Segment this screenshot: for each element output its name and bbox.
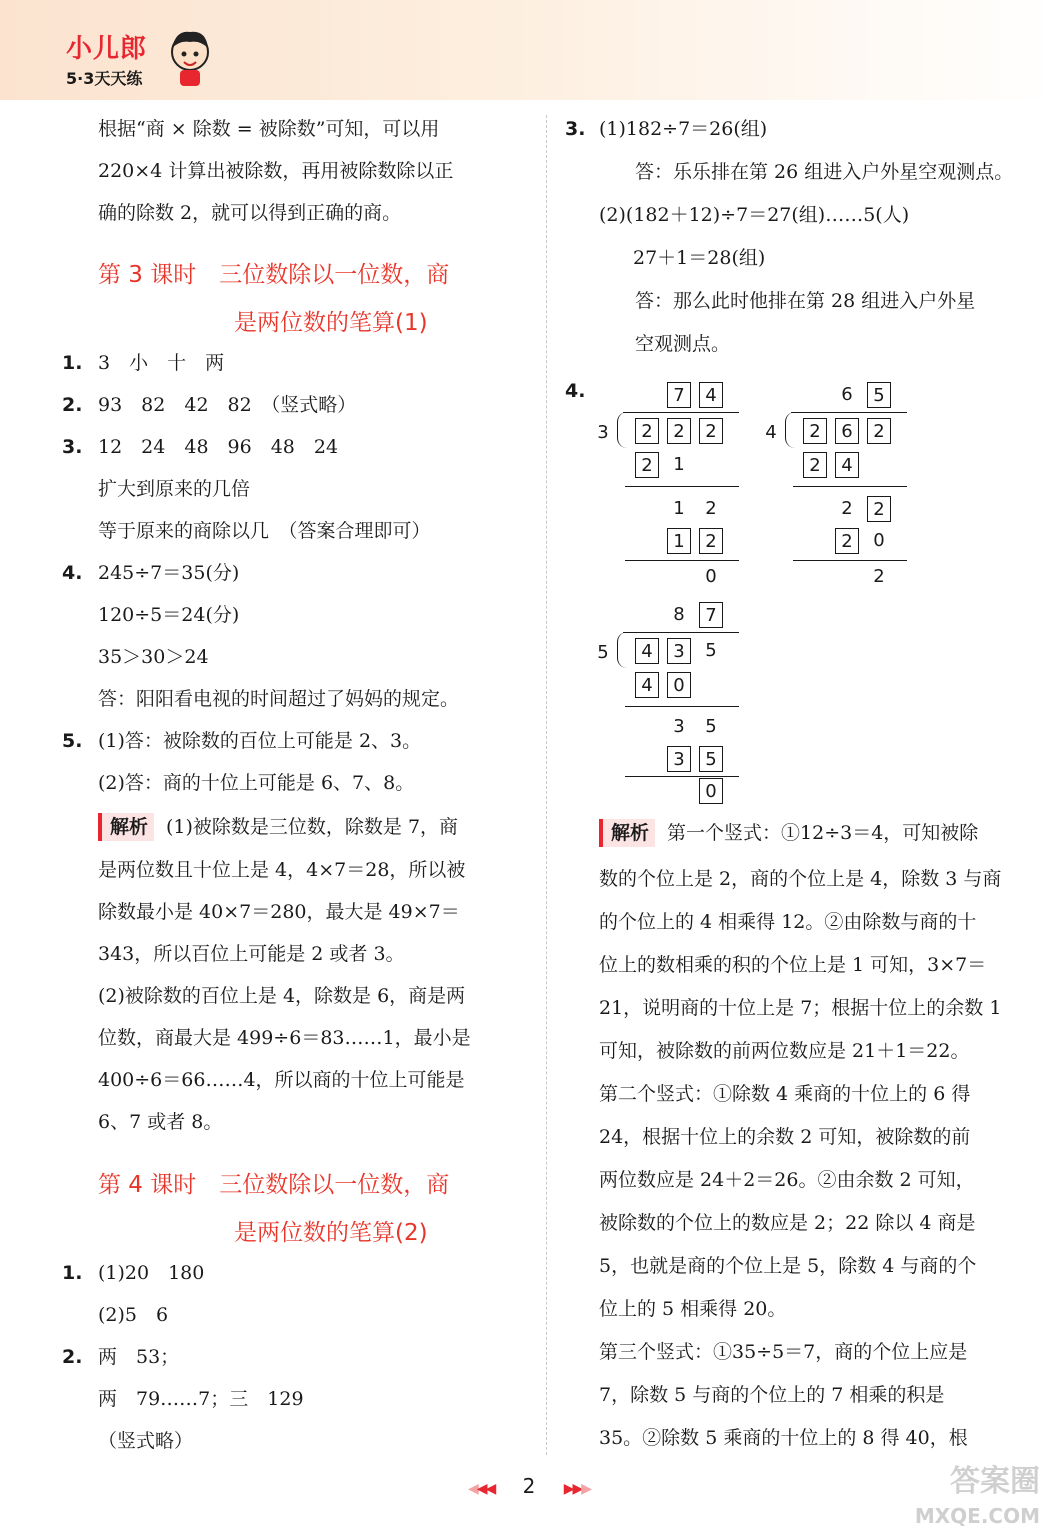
dividend-digit: 6: [835, 418, 859, 444]
page-number: 2: [522, 1474, 536, 1498]
product-digit: 2: [803, 452, 827, 478]
remainder-digit: 2: [867, 496, 891, 522]
r-q3-number: 3.: [565, 118, 586, 140]
r-analysis-line: 5，也就是商的个位上是 5，除数 4 与商的个: [599, 1255, 977, 1277]
r-analysis-first-line: [599, 812, 978, 854]
r-q3-line-1: (1)182÷7＝26(组): [599, 118, 768, 140]
dividend-digit: 2: [667, 418, 691, 444]
intro-line-3: 确的除数 2，就可以得到正确的商。: [98, 202, 402, 224]
dividend-digit: 2: [699, 418, 723, 444]
r-analysis-line: 21，说明商的十位上是 7；根据十位上的余数 1: [599, 997, 1002, 1019]
r-q3-line-2: 答：乐乐排在第 26 组进入户外星空观测点。: [635, 161, 1014, 183]
product-digit: 0: [667, 672, 691, 698]
r-analysis-line: 的个位上的 4 相乘得 12。②由除数与商的十: [599, 911, 977, 933]
product-digit: 4: [835, 452, 859, 478]
r-analysis-line: 第二个竖式：①除数 4 乘商的十位上的 6 得: [599, 1083, 971, 1105]
analysis-tag: 解析: [98, 813, 154, 841]
l4-q2-line-3: （竖式略）: [98, 1430, 194, 1452]
analysis-line: 位数，商最大是 499÷6＝83……1，最小是: [98, 1027, 471, 1049]
l4-q1-number: 1.: [62, 1262, 83, 1284]
analysis-line: 6、7 或者 8。: [98, 1111, 223, 1133]
quotient-digit: 7: [699, 602, 723, 628]
q3-line-1: 12 24 48 96 48 24: [98, 436, 339, 458]
remainder-digit: 2: [841, 498, 853, 519]
q4-line-1: 245÷7＝35(分): [98, 562, 240, 584]
analysis-first-line: [98, 806, 458, 848]
analysis-line: 除数最小是 40×7＝280，最大是 49×7＝: [98, 901, 460, 923]
quotient-digit: 7: [667, 382, 691, 408]
product-digit: 3: [667, 746, 691, 772]
l4-q2-line-2: 两 79……7；三 129: [98, 1388, 304, 1410]
product-digit: 2: [835, 528, 859, 554]
r-analysis-line: 两位数应是 24＋2＝26。②由余数 2 可知，: [599, 1169, 975, 1191]
l4-q1-line-1: (1)20 180: [98, 1262, 205, 1284]
product-digit: 2: [699, 528, 723, 554]
q5-number: 5.: [62, 730, 83, 752]
divisor: 5: [597, 642, 609, 663]
analysis-tag: 解析: [599, 819, 655, 847]
r-analysis-line: 位上的数相乘的积的个位上是 1 可知，3×7＝: [599, 954, 987, 976]
r-analysis-text-first: 第一个竖式：①12÷3＝4，可知被除: [667, 822, 979, 844]
remainder-digit: 3: [673, 716, 685, 737]
intro-line-1: 根据“商 × 除数 = 被除数”可知，可以用: [98, 118, 440, 140]
prev-arrows-icon: ◀◀◀: [467, 1481, 495, 1497]
l4-q2-line-1: 两 53；: [98, 1346, 180, 1368]
r-q3-line-3: (2)(182＋12)÷7＝27(组)……5(人): [599, 204, 910, 226]
divisor: 3: [597, 422, 609, 443]
r-analysis-line: 位上的 5 相乘得 20。: [599, 1298, 787, 1320]
q1-answer: 3 小 十 两: [98, 352, 225, 374]
logo: [60, 28, 220, 98]
q4-number: 4.: [62, 562, 83, 584]
dividend-digit: 3: [667, 638, 691, 664]
lesson3-heading: 第 3 课时 三位数除以一位数，商: [98, 262, 450, 288]
q4-line-4: 答：阳阳看电视的时间超过了妈妈的规定。: [98, 688, 460, 710]
r-q4-number: 4.: [565, 380, 586, 402]
quotient-digit: 6: [841, 384, 853, 405]
analysis-line: 400÷6＝66……4，所以商的十位上可能是: [98, 1069, 465, 1091]
remainder-digit: 1: [673, 498, 685, 519]
long-division-1: [595, 380, 745, 587]
r-analysis-line: 可知，被除数的前两位数应是 21＋1＝22。: [599, 1040, 970, 1062]
quotient-digit: 4: [699, 382, 723, 408]
r-q3-line-6: 空观测点。: [635, 333, 731, 355]
lesson4-heading: 第 4 课时 三位数除以一位数，商: [98, 1172, 450, 1198]
analysis-line: 343，所以百位上可能是 2 或者 3。: [98, 943, 405, 965]
analysis-line: (2)被除数的百位上是 4，除数是 6，商是两: [98, 985, 466, 1007]
intro-line-2: 220×4 计算出被除数，再用被除数除以正: [98, 160, 454, 182]
logo-subtitle: 5·3天天练: [66, 69, 143, 88]
q2-number: 2.: [62, 394, 83, 416]
product-digit: 5: [699, 746, 723, 772]
next-arrows-icon: ▶▶▶: [563, 1481, 591, 1497]
product-digit: 1: [667, 528, 691, 554]
lesson3-heading-2: 是两位数的笔算(1): [234, 310, 428, 336]
l4-q1-line-2: (2)5 6: [98, 1304, 169, 1326]
quotient-digit: 8: [673, 604, 685, 625]
column-divider: [546, 115, 547, 1455]
product-digit: 4: [635, 672, 659, 698]
page-footer: [0, 1474, 1058, 1498]
final-remainder: 2: [873, 566, 885, 587]
watermark-text: 答案圈: [950, 1464, 1040, 1499]
r-analysis-line: 被除数的个位上的数应是 2；22 除以 4 商是: [599, 1212, 976, 1234]
lesson4-heading-2: 是两位数的笔算(2): [234, 1220, 428, 1246]
dividend-digit: 5: [705, 640, 717, 661]
remainder-digit: 2: [705, 498, 717, 519]
remainder-digit: 5: [705, 716, 717, 737]
product-digit: 0: [873, 530, 885, 551]
divisor: 4: [765, 422, 777, 443]
analysis-line: 是两位数且十位上是 4，4×7＝28，所以被: [98, 859, 466, 881]
q2-answer: 93 82 42 82 （竖式略）: [98, 394, 357, 416]
q1-number: 1.: [62, 352, 83, 374]
long-division-3: [595, 600, 745, 800]
quotient-digit: 5: [867, 382, 891, 408]
dividend-digit: 2: [803, 418, 827, 444]
q3-line-2: 扩大到原来的几倍: [98, 478, 251, 500]
long-division-2: [763, 380, 913, 587]
q4-line-2: 120÷5＝24(分): [98, 604, 240, 626]
dividend-digit: 2: [635, 418, 659, 444]
q5-line-2: (2)答：商的十位上可能是 6、7、8。: [98, 772, 415, 794]
analysis-text-first: (1)被除数是三位数，除数是 7，商: [166, 816, 459, 838]
dividend-digit: 4: [635, 638, 659, 664]
final-remainder: 0: [699, 778, 723, 804]
product-digit: 2: [635, 452, 659, 478]
mascot-icon: [166, 28, 214, 88]
final-remainder: 0: [705, 566, 717, 587]
r-analysis-line: 数的个位上是 2，商的个位上是 4，除数 3 与商: [599, 868, 1002, 890]
q5-line-1: (1)答：被除数的百位上可能是 2、3。: [98, 730, 422, 752]
product-digit: 1: [673, 454, 685, 475]
r-analysis-line: 第三个竖式：①35÷5＝7，商的个位上应是: [599, 1341, 968, 1363]
watermark: [915, 1465, 1040, 1533]
dividend-digit: 2: [867, 418, 891, 444]
logo-title: 小儿郎: [66, 34, 148, 64]
q3-number: 3.: [62, 436, 83, 458]
r-analysis-line: 35。②除数 5 乘商的十位上的 8 得 40，根: [599, 1427, 968, 1449]
q4-line-3: 35＞30＞24: [98, 646, 209, 668]
r-q3-line-5: 答：那么此时他排在第 28 组进入户外星: [635, 290, 976, 312]
watermark-url: MXQE.COM: [914, 1504, 1040, 1528]
l4-q2-number: 2.: [62, 1346, 83, 1368]
r-q3-line-4: 27＋1＝28(组): [633, 247, 766, 269]
r-analysis-line: 7，除数 5 与商的个位上的 7 相乘的积是: [599, 1384, 945, 1406]
q3-line-3: 等于原来的商除以几 （答案合理即可）: [98, 520, 431, 542]
r-analysis-line: 24，根据十位上的余数 2 可知，被除数的前: [599, 1126, 971, 1148]
